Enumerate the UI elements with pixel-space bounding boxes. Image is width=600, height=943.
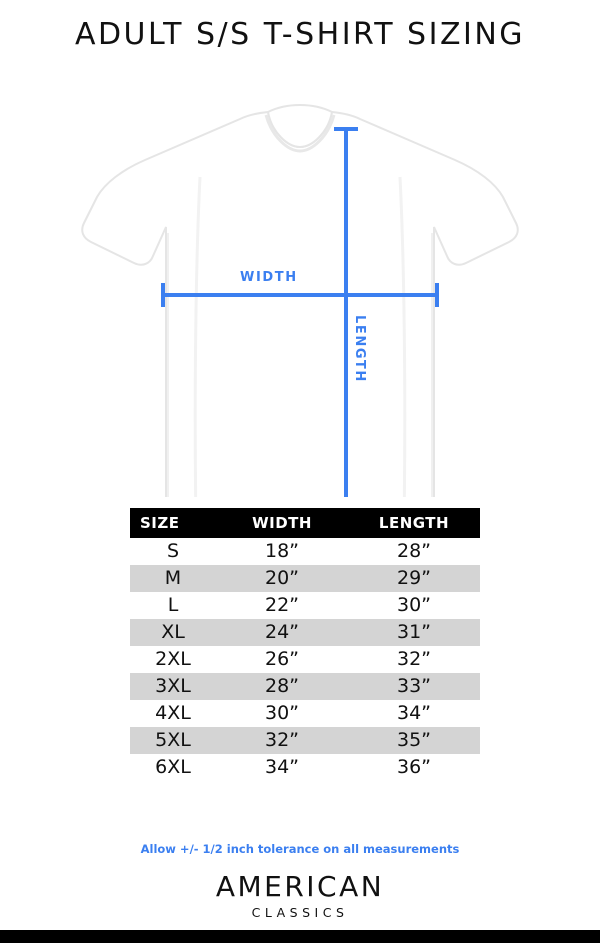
table-row — [130, 619, 480, 646]
cell-size: XL — [130, 619, 216, 646]
cell-width: 24” — [216, 619, 348, 646]
brand-logo — [0, 872, 600, 920]
cell-size: 6XL — [130, 754, 216, 781]
size-table-container — [130, 508, 470, 781]
cell-length: 35” — [348, 727, 480, 754]
size-table-body — [130, 538, 480, 781]
cell-size: 5XL — [130, 727, 216, 754]
cell-length: 28” — [348, 538, 480, 565]
table-row — [130, 673, 480, 700]
table-row — [130, 754, 480, 781]
cell-length: 32” — [348, 646, 480, 673]
cell-length: 36” — [348, 754, 480, 781]
cell-size: 3XL — [130, 673, 216, 700]
table-row — [130, 565, 480, 592]
bottom-bar — [0, 930, 600, 943]
cell-size: S — [130, 538, 216, 565]
table-row — [130, 700, 480, 727]
size-table-header — [130, 508, 480, 538]
table-row — [130, 646, 480, 673]
cell-length: 33” — [348, 673, 480, 700]
cell-width: 18” — [216, 538, 348, 565]
table-row — [130, 592, 480, 619]
tshirt-diagram — [0, 57, 600, 497]
cell-length: 29” — [348, 565, 480, 592]
brand-name: AMERICAN — [215, 870, 385, 903]
brand-tagline: CLASSICS — [251, 904, 349, 920]
table-header-row — [130, 508, 480, 538]
header-size: SIZE — [130, 508, 216, 538]
cell-width: 20” — [216, 565, 348, 592]
cell-width: 28” — [216, 673, 348, 700]
header-length: LENGTH — [348, 508, 480, 538]
cell-size: 4XL — [130, 700, 216, 727]
cell-width: 22” — [216, 592, 348, 619]
table-row — [130, 538, 480, 565]
width-label: WIDTH — [240, 270, 298, 285]
cell-width: 26” — [216, 646, 348, 673]
cell-width: 34” — [216, 754, 348, 781]
cell-length: 34” — [348, 700, 480, 727]
tshirt-illustration — [0, 57, 600, 497]
length-label: LENGTH — [352, 315, 367, 383]
cell-size: 2XL — [130, 646, 216, 673]
cell-width: 30” — [216, 700, 348, 727]
cell-size: L — [130, 592, 216, 619]
header-width: WIDTH — [216, 508, 348, 538]
cell-size: M — [130, 565, 216, 592]
size-table — [130, 508, 480, 781]
cell-length: 30” — [348, 592, 480, 619]
cell-width: 32” — [216, 727, 348, 754]
page-title: ADULT S/S T-SHIRT SIZING — [74, 17, 526, 52]
cell-length: 31” — [348, 619, 480, 646]
table-row — [130, 727, 480, 754]
tolerance-note: Allow +/- 1/2 inch tolerance on all measurements — [140, 842, 460, 856]
